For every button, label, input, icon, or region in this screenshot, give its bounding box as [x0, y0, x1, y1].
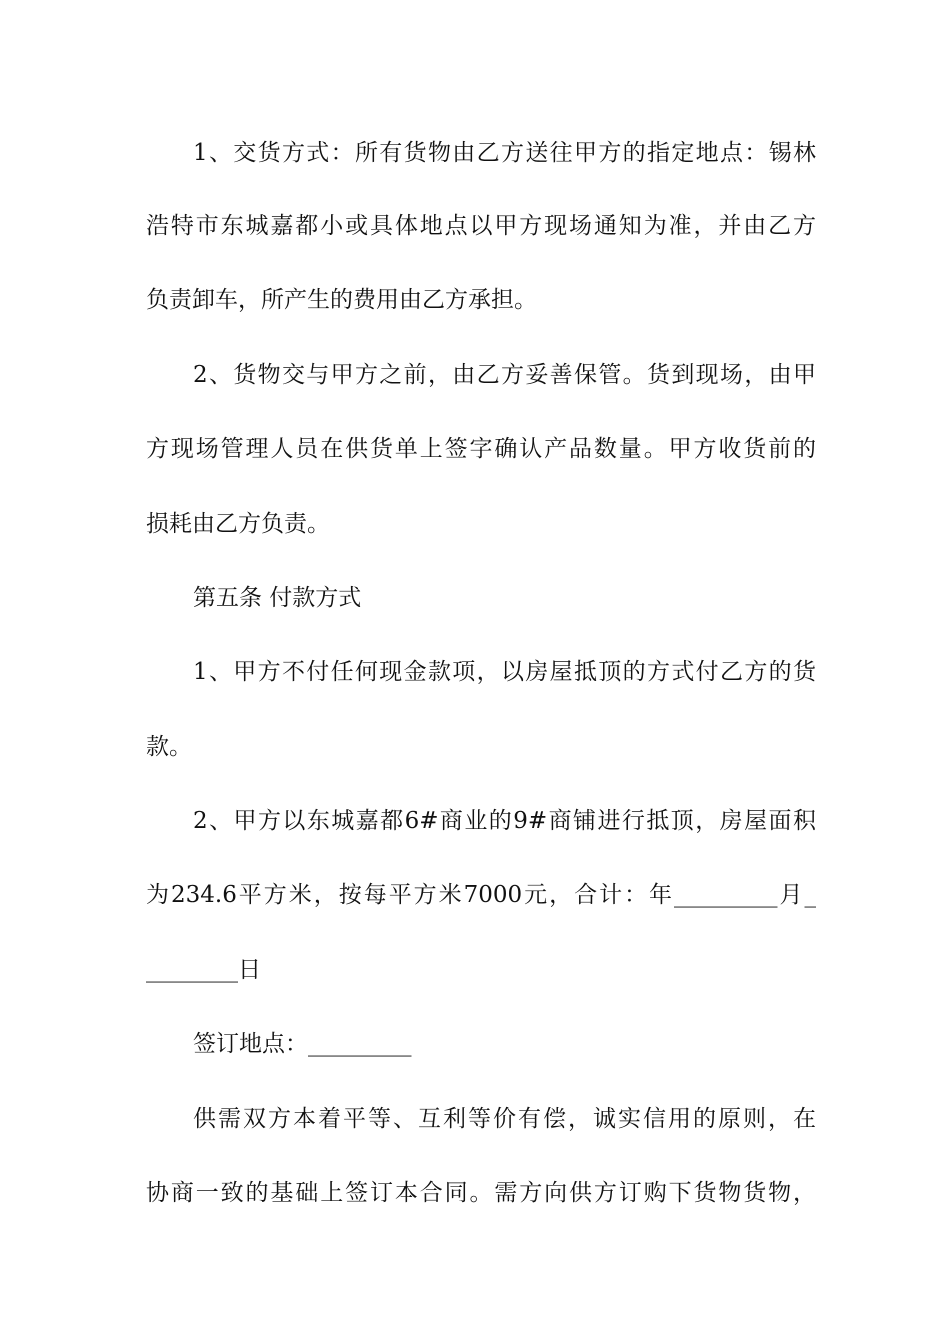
paragraph-line: 款。	[146, 734, 192, 760]
signing-place-line: 签订地点：_________	[193, 1031, 412, 1057]
paragraph-line: 供需双方本着平等、互利等价有偿，诚实信用的原则，在	[193, 1106, 816, 1132]
paragraph-line: 协商一致的基础上签订本合同。需方向供方订购下货物货物，	[146, 1180, 816, 1206]
paragraph-line: 1、交货方式：所有货物由乙方送往甲方的指定地点：锡林	[193, 140, 816, 166]
paragraph-line: 1、甲方不付任何现金款项，以房屋抵顶的方式付乙方的货	[193, 659, 816, 685]
paragraph-line: 方现场管理人员在供货单上签字确认产品数量。甲方收货前的	[146, 436, 816, 462]
paragraph-line: 损耗由乙方负责。	[146, 511, 330, 537]
paragraph-line: 负责卸车，所产生的费用由乙方承担。	[146, 287, 537, 313]
paragraph-line: 2、货物交与甲方之前，由乙方妥善保管。货到现场，由甲	[193, 362, 816, 388]
paragraph-line: 2、甲方以东城嘉都6#商业的9#商铺进行抵顶，房屋面积	[193, 808, 816, 834]
section-heading: 第五条 付款方式	[193, 585, 362, 611]
paragraph-line: 为234.6平方米，按每平方米7000元，合计：年_________月_	[146, 882, 816, 908]
paragraph-line: ________日	[146, 957, 261, 983]
paragraph-line: 浩特市东城嘉都小或具体地点以甲方现场通知为准，并由乙方	[146, 213, 816, 239]
